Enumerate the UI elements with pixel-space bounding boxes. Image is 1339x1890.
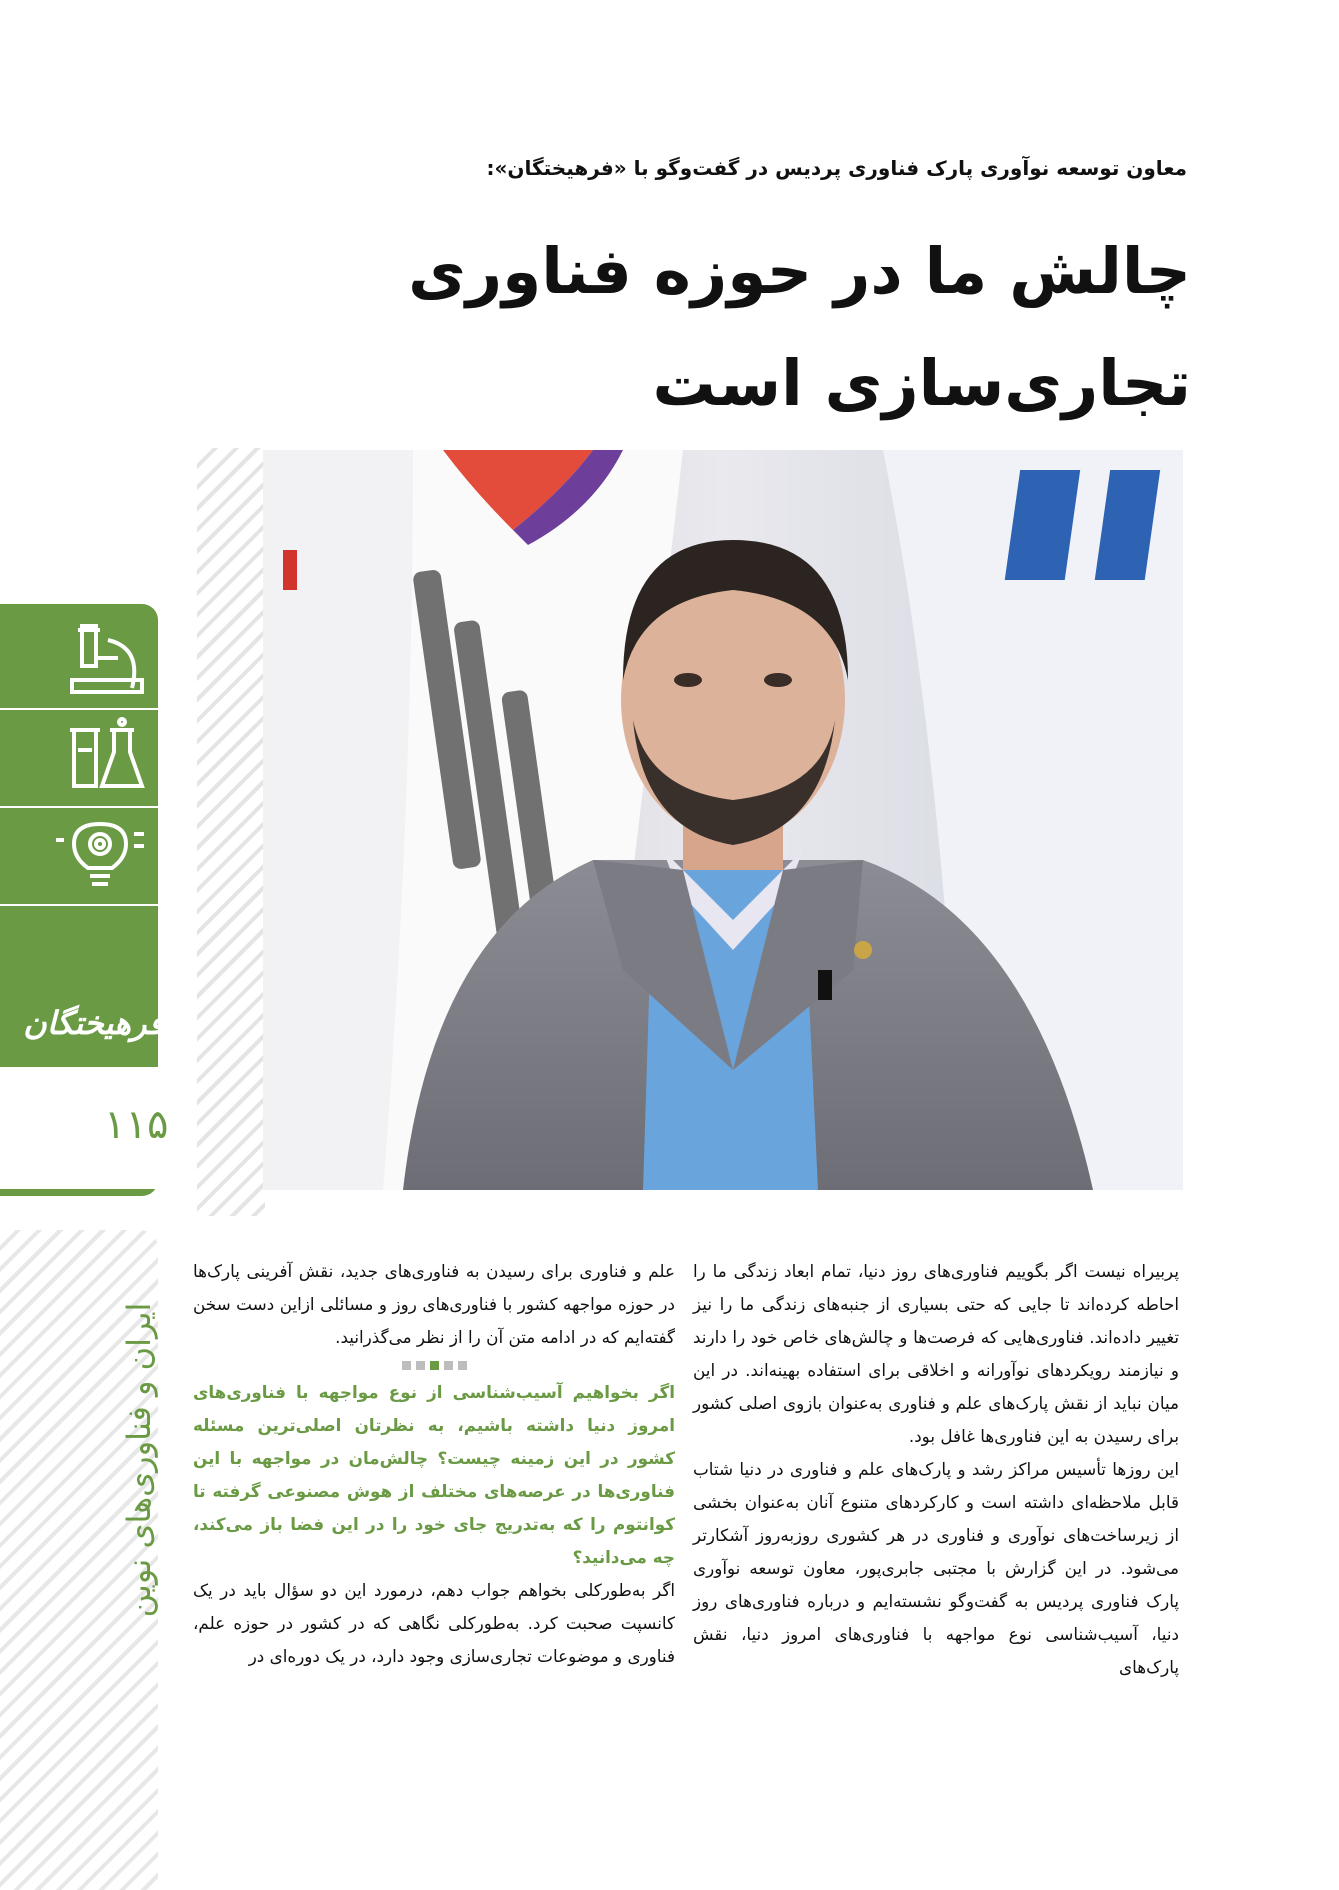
sidebar-divider-3 — [0, 904, 158, 1004]
photo-stripe-decoration — [197, 448, 265, 1216]
article-title-line-2: تجاری‌سازی است — [652, 347, 1191, 420]
body-column-left — [193, 1255, 675, 1673]
article-photo — [263, 450, 1183, 1190]
section-title-vertical — [110, 1270, 160, 1650]
portrait-illustration — [263, 450, 1183, 1190]
body-column-right — [693, 1255, 1179, 1684]
article-kicker: معاون توسعه نوآوری پارک فناوری پردیس در گفت‌وگو با «فرهیختگان»: — [486, 156, 1187, 180]
paragraph: این روزها تأسیس مراکز رشد و پارک‌های علم و فناوری در دنیا شتاب قابل ملاحظه‌ای داشته است و کارکردهای متنوع آنان به‌عنوان بخشی از زیرساخت‌های نوآوری و فناوری در هر کشوری روزبه‌روز آشکارتر می‌شود. در این گزارش با مجتبی جابری‌پور، معاون توسعه نوآوری پارک فناوری پردیس به گفت‌وگو نشسته‌ایم و درباره فناوری‌های روز دنیا، آسیب‌شناسی نوع مواجهه با فناوری‌های امروز دنیا، نقش پارک‌های — [693, 1459, 1179, 1677]
paragraph: علم و فناوری برای رسیدن به فناوری‌های جدید، نقش آفرینی پارک‌ها در حوزه مواجهه کشور با فناوری‌های روز و مسائلی ازاین دست سخن گفته‌ایم که در ادامه متن آن را از نظر می‌گذرانید. — [193, 1261, 675, 1347]
section-title: ایران و فناوری‌های نوین — [120, 1302, 158, 1618]
lightbulb-gear-icon — [52, 814, 152, 896]
section-divider — [193, 1358, 675, 1372]
lab-flask-icon — [52, 716, 152, 798]
interview-answer: اگر به‌طورکلی بخواهم جواب دهم، درمورد این دو سؤال باید در یک کانسپت صحبت کرد. به‌طورکلی نگاهی که در کشور در حوزه علم، فناوری و موضوعات تجاری‌سازی وجود دارد، در یک دوره‌ای در — [193, 1580, 675, 1666]
page-number: ۱۱۵ — [104, 1102, 169, 1148]
brand-logo-text: فرهیختگان — [23, 1004, 164, 1042]
article-title — [408, 216, 1191, 440]
microscope-icon — [52, 618, 152, 700]
paragraph: پربیراه نیست اگر بگوییم فناوری‌های روز دنیا، تمام ابعاد زندگی ما را احاطه کرده‌اند تا جایی که حتی بسیاری از جنبه‌های زندگی ما را نیز تغییر داده‌اند. فناوری‌هایی که فرصت‌ها و چالش‌های خاص خود را دارند و نیازمند رویکردهای نوآورانه و اخلاقی برای استفاده بهینه‌اند. در این میان نباید از نقش پارک‌های علم و فناوری به‌عنوان بازوی اصلی کشور برای رسیدن به این فناوری‌ها غافل بود. — [693, 1261, 1179, 1446]
article-title-line-1: چالش ما در حوزه فناوری — [408, 235, 1191, 308]
interview-question: اگر بخواهیم آسیب‌شناسی از نوع مواجهه با فناوری‌های امروز دنیا داشته باشیم، به نظرتان اصلی‌ترین مسئله کشور در این زمینه چیست؟ چالش‌مان در مواجهه با این فناوری‌ها در عرصه‌های مختلف از هوش مصنوعی گرفته تا کوانتوم را که به‌تدریج جای خود را در این فضا باز می‌کند، چه می‌دانید؟ — [193, 1382, 675, 1567]
